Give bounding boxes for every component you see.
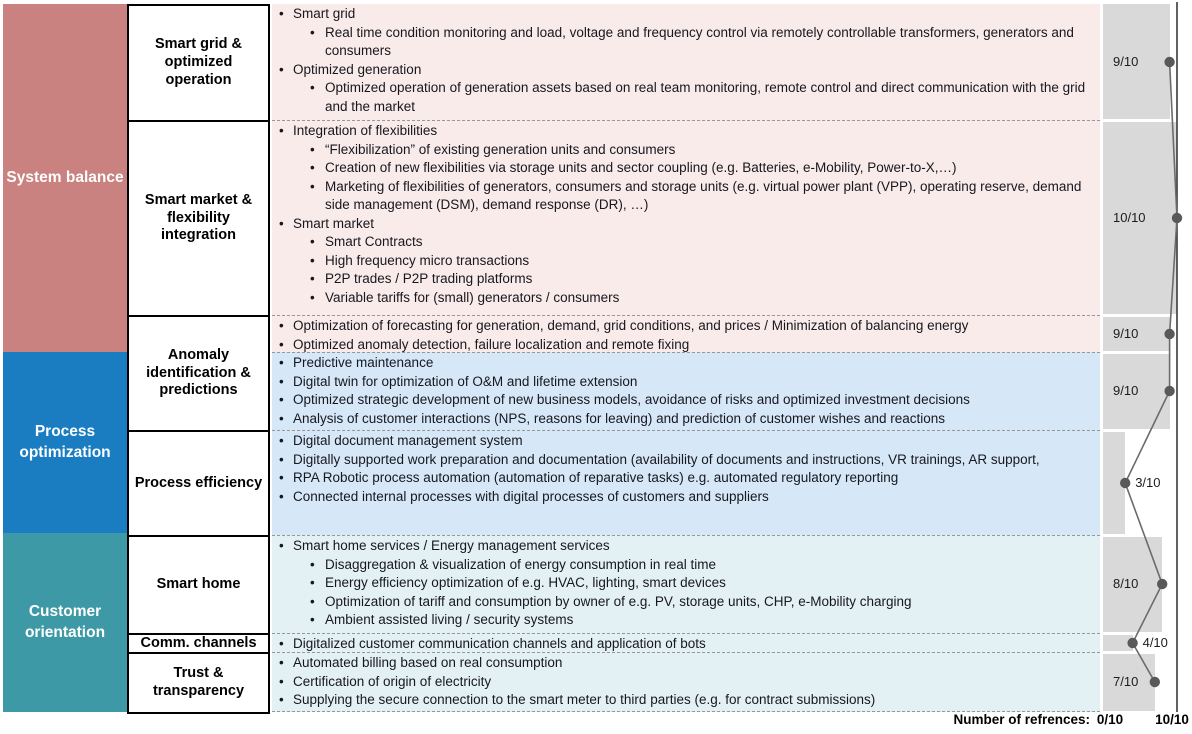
category-customer-orientation: [3, 533, 127, 712]
content-row-trust-transparency: [272, 652, 1100, 712]
sublabel-text: Smart home: [156, 576, 241, 593]
bullet: [272, 574, 1100, 593]
bullet-text: Real time condition monitoring and load, voltage and frequency control via remotely controllable transformers, generators and consumers: [325, 24, 1074, 58]
bullet-text: P2P trades / P2P trading platforms: [325, 271, 533, 286]
bullet-text: Smart grid: [293, 6, 356, 21]
bullet-text: Optimization of tariff and consumption by owner of e.g. PV, storage units, CHP, e-Mobility charging: [325, 593, 912, 609]
sublabel-text: Process efficiency: [134, 474, 263, 491]
content-row-smart-home: [272, 535, 1100, 633]
content-row-forecasting: [272, 315, 1100, 352]
bullet: [272, 336, 1100, 353]
bullet: [272, 391, 1100, 410]
bullet-text: Optimized generation: [293, 61, 422, 77]
bullet: [272, 556, 1100, 575]
bullet-text: Digitalized customer communication channels and application of bots: [293, 636, 706, 651]
bullet-text: Ambient assisted living / security systems: [325, 612, 574, 627]
bullet: [272, 79, 1100, 116]
bullet: [272, 317, 1100, 336]
sublabel-smart-grid: [127, 4, 270, 122]
bullet-text: High frequency micro transactions: [325, 252, 530, 268]
bullet-text: Optimized strategic development of new business models, avoidance of risks and optimized investment decisions: [293, 392, 970, 407]
bullet-text: Creation of new flexibilities via storage units and sector coupling (e.g. Batteries, e-Mobility, Power-to-X,…): [325, 160, 957, 175]
content-row-smart-market: [272, 120, 1100, 315]
bullet: [272, 469, 1100, 488]
category-label: Customer orientation: [24, 603, 106, 641]
sublabel-comm-channels: [127, 633, 270, 654]
bullet: [272, 635, 1100, 652]
sublabel-text: Anomaly identification & predictions: [146, 346, 251, 399]
bullet-text: Analysis of customer interactions (NPS, reasons for leaving) and prediction of customer wishes and reactions: [293, 410, 946, 426]
bullet: [272, 673, 1100, 692]
bullet: [272, 537, 1100, 556]
score-label: 9/10: [1113, 383, 1139, 398]
bullet: [272, 354, 1100, 373]
bullet-text: Certification of origin of electricity: [293, 673, 492, 689]
sublabel-text: Smart grid & optimized operation: [154, 36, 242, 88]
sublabel-trust-transparency: [127, 652, 270, 714]
bullet-text: Automated billing based on real consumption: [293, 655, 563, 670]
score-label: 9/10: [1113, 326, 1139, 341]
footer-caption: Number of refrences:: [953, 712, 1090, 727]
bullet: [272, 178, 1100, 215]
bullet-text: Optimized operation of generation assets based on real team monitoring, remote control and direct communication with the grid and the market: [325, 80, 1086, 114]
bullet: [272, 252, 1100, 271]
sublabel-smart-market: [127, 120, 270, 317]
category-system-balance: [3, 4, 127, 352]
bullet-text: Digital twin for optimization of O&M and lifetime extension: [293, 373, 638, 389]
bullet: [272, 289, 1100, 308]
content-row-predictive: [272, 352, 1100, 430]
sublabel-text: Smart market & flexibility integration: [144, 191, 253, 244]
bullet: [272, 451, 1100, 470]
content-row-process-efficiency: [272, 430, 1100, 535]
bullet: [272, 593, 1100, 612]
bullet-text: Optimized anomaly detection, failure localization and remote fixing: [293, 336, 690, 352]
bullet-text: Digital document management system: [293, 433, 523, 448]
axis-max-label: 10/10: [1155, 712, 1189, 727]
bullet: [272, 233, 1100, 252]
bullet-text: Smart market: [293, 215, 375, 231]
bullet-text: Integration of flexibilities: [293, 123, 438, 138]
bullet-text: Connected internal processes with digital processes of customers and suppliers: [293, 488, 769, 504]
bullet-text: Variable tariffs for (small) generators / consumers: [325, 289, 620, 305]
sublabel-anomaly-identification: [127, 315, 270, 432]
bullet-text: Disaggregation & visualization of energy consumption in real time: [325, 556, 716, 572]
bullet: [272, 488, 1100, 507]
score-label: 3/10: [1135, 475, 1161, 490]
score-label: 8/10: [1113, 576, 1139, 591]
sublabel-text: Trust & transparency: [152, 665, 245, 699]
score-label: 10/10: [1113, 210, 1146, 225]
bullet: [272, 215, 1100, 234]
bullet: [272, 141, 1100, 160]
score-label: 7/10: [1113, 674, 1139, 689]
content-row-smart-grid: [272, 4, 1100, 120]
category-label: System balance: [6, 168, 124, 186]
bullet: [272, 24, 1100, 61]
score-label: 4/10: [1142, 635, 1168, 650]
axis-min-label: 0/10: [1096, 712, 1124, 727]
bullet: [272, 61, 1100, 80]
bullet-text: Energy efficiency optimization of e.g. HVAC, lighting, smart devices: [325, 575, 726, 590]
bullet-text: Smart home services / Energy management services: [293, 538, 610, 553]
bullet: [272, 270, 1100, 289]
bullet: [272, 611, 1100, 630]
sublabel-smart-home: [127, 535, 270, 635]
bullet-text: Digitally supported work preparation and documentation (availability of documents and instructions, VR trainings, AR support,: [293, 451, 1040, 467]
score-label: 9/10: [1113, 54, 1139, 69]
bullet: [272, 5, 1100, 24]
sublabel-process-efficiency: [127, 430, 270, 537]
category-label: Process optimization: [19, 423, 111, 461]
bullet-text: Marketing of flexibilities of generators, consumers and storage units (e.g. virtual power plant (VPP), operating reserve, demand side management (DSM), demand response (DR), …): [325, 178, 1082, 212]
bullet: [272, 122, 1100, 141]
bullet: [272, 654, 1100, 673]
bullet-text: Optimization of forecasting for generation, demand, grid conditions, and prices / Minimization of balancing energy: [293, 318, 969, 333]
bullet: [272, 410, 1100, 429]
bullet: [272, 159, 1100, 178]
bullet-text: Smart Contracts: [325, 234, 423, 249]
bullet-text: Supplying the secure connection to the smart meter to third parties (e.g. for contract submissions): [293, 692, 876, 707]
bullet: [272, 691, 1100, 710]
bullet-text: RPA Robotic process automation (automation of reparative tasks) e.g. automated regulatory reporting: [293, 470, 899, 485]
score-bar: [1103, 432, 1125, 534]
category-process-optimization: [3, 352, 127, 533]
content-row-comm-channels: [272, 633, 1100, 652]
bullet: [272, 373, 1100, 392]
bullet: [272, 432, 1100, 451]
bullet-text: Predictive maintenance: [293, 355, 434, 370]
score-bar: [1103, 635, 1133, 651]
bullet-text: “Flexibilization” of existing generation units and consumers: [325, 141, 676, 157]
sublabel-text: Comm. channels: [140, 634, 257, 651]
